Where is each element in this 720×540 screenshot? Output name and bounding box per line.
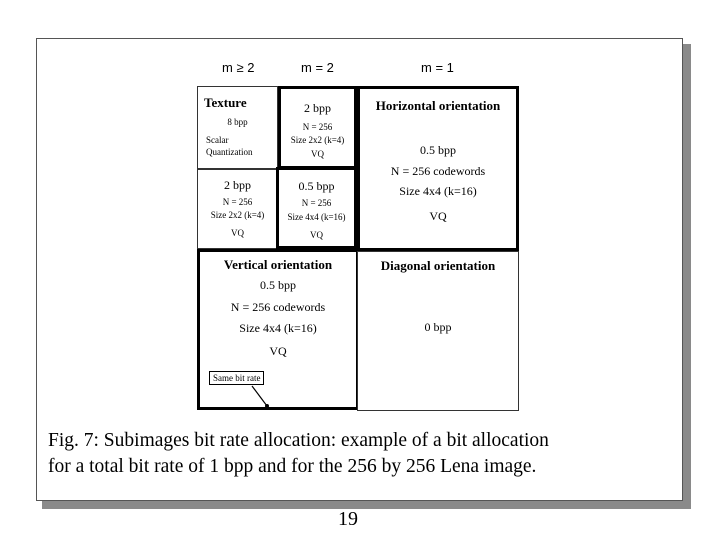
caption-line-1: Fig. 7: Subimages bit rate allocation: example of a bit allocation bbox=[48, 430, 549, 451]
page-number: 19 bbox=[338, 508, 358, 530]
figure-caption bbox=[48, 428, 678, 480]
horizontal-method: VQ bbox=[429, 209, 447, 223]
cell-m2-br-method: VQ bbox=[310, 230, 323, 240]
vertical-method: VQ bbox=[269, 344, 287, 358]
caption-line-2: for a total bit rate of 1 bpp and for the 256 by 256 Lena image. bbox=[48, 456, 537, 477]
same-bit-rate-label: Same bit rate bbox=[209, 371, 264, 385]
cell-m2-bl-n: N = 256 bbox=[222, 197, 253, 207]
cell-m2-bl-size: Size 2x2 (k=4) bbox=[210, 210, 265, 220]
cell-m2-tr-method: VQ bbox=[311, 149, 324, 159]
horizontal-n: N = 256 codewords bbox=[390, 164, 486, 178]
texture-rate: 8 bpp bbox=[227, 117, 248, 127]
cell-m2-bl-method: VQ bbox=[231, 228, 244, 238]
cell-m2-tr-size: Size 2x2 (k=4) bbox=[290, 135, 345, 145]
horizontal-title: Horizontal orientation bbox=[375, 98, 501, 113]
texture-title: Texture bbox=[204, 95, 247, 110]
legend-arrow bbox=[197, 86, 519, 411]
vertical-rate: 0.5 bpp bbox=[260, 278, 296, 292]
header-m-ge-2: m ≥ 2 bbox=[222, 60, 255, 75]
texture-method-line2: Quantization bbox=[206, 147, 253, 157]
cell-m2-tr-n: N = 256 bbox=[302, 122, 333, 132]
cell-m2-tr-rate: 2 bpp bbox=[304, 101, 331, 115]
diagonal-title: Diagonal orientation bbox=[380, 258, 496, 273]
horizontal-rate: 0.5 bpp bbox=[420, 143, 456, 157]
cell-m2-bl-rate: 2 bpp bbox=[224, 178, 251, 192]
texture-method-line1: Scalar bbox=[206, 135, 229, 145]
cell-m2-br-size: Size 4x4 (k=16) bbox=[287, 212, 346, 222]
cell-m2-br-n: N = 256 bbox=[301, 198, 332, 208]
horizontal-size: Size 4x4 (k=16) bbox=[399, 184, 477, 198]
vertical-size: Size 4x4 (k=16) bbox=[239, 321, 317, 335]
cell-m2-br-rate: 0.5 bpp bbox=[298, 179, 335, 193]
header-m-eq-1: m = 1 bbox=[421, 60, 454, 75]
vertical-n: N = 256 codewords bbox=[230, 300, 326, 314]
vertical-title: Vertical orientation bbox=[223, 257, 333, 272]
subband-diagram bbox=[197, 86, 519, 411]
diagonal-rate: 0 bpp bbox=[424, 320, 452, 334]
header-m-eq-2: m = 2 bbox=[301, 60, 334, 75]
